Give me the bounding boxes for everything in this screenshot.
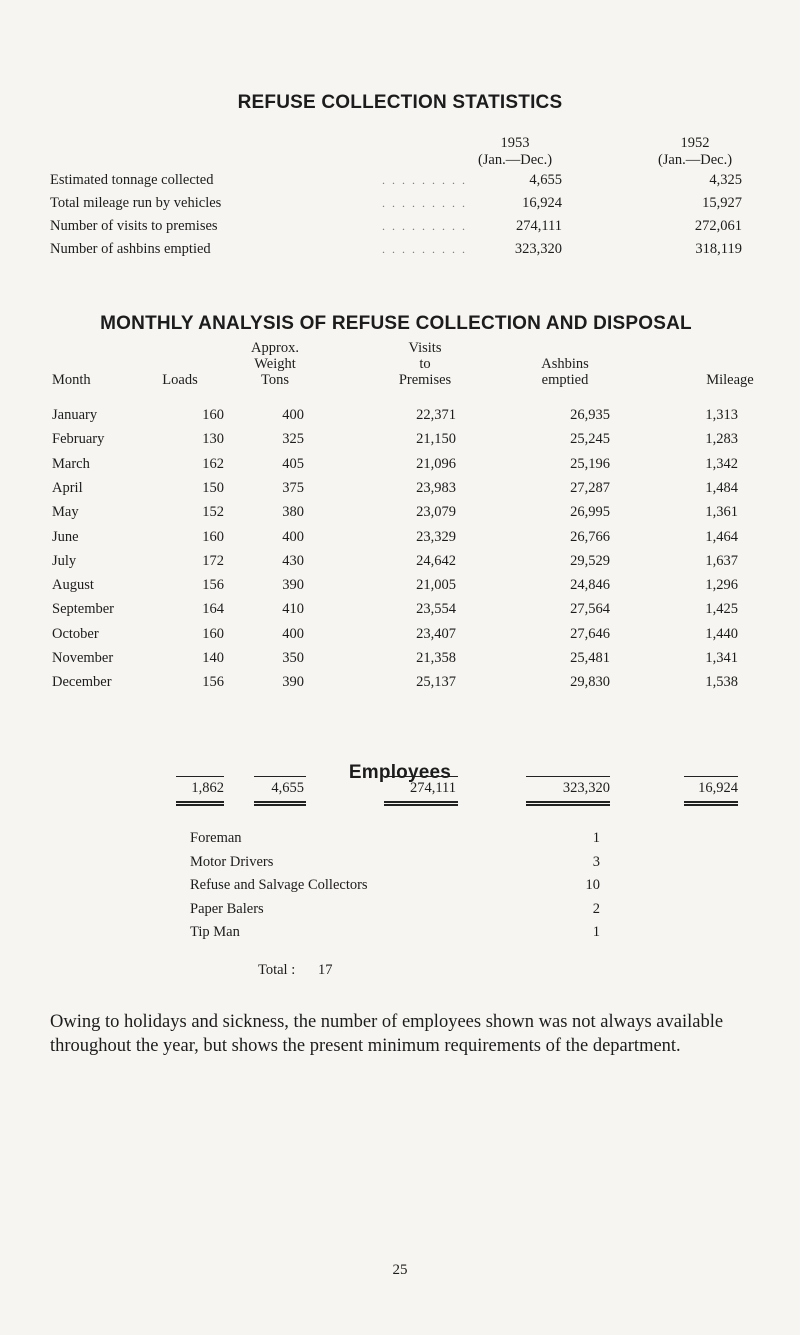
month-tons: 430 bbox=[282, 553, 304, 569]
summary-row-label: Number of ashbins emptied bbox=[50, 241, 211, 257]
total-ashbins: 323,320 bbox=[562, 780, 610, 796]
month-loads: 150 bbox=[202, 480, 224, 496]
month-label: May bbox=[52, 504, 79, 520]
total-rule-double-1 bbox=[526, 801, 610, 803]
month-loads: 162 bbox=[202, 456, 224, 472]
leader-dots: . . . . . . . . . bbox=[382, 196, 467, 210]
month-ashbins: 25,481 bbox=[570, 650, 610, 666]
month-loads: 140 bbox=[202, 650, 224, 666]
month-tons: 375 bbox=[282, 480, 304, 496]
month-mileage: 1,538 bbox=[705, 674, 738, 690]
month-ashbins: 26,766 bbox=[570, 529, 610, 545]
total-tons: 4,655 bbox=[271, 780, 304, 796]
employee-role: Tip Man bbox=[190, 924, 240, 940]
month-tons: 350 bbox=[282, 650, 304, 666]
month-loads: 156 bbox=[202, 674, 224, 690]
total-rule-double-2 bbox=[254, 804, 306, 806]
summary-row-label: Estimated tonnage collected bbox=[50, 172, 214, 188]
month-label: January bbox=[52, 407, 98, 423]
total-loads: 1,862 bbox=[191, 780, 224, 796]
total-rule-double-1 bbox=[384, 801, 458, 803]
employees-total-value: 17 bbox=[318, 962, 333, 978]
header-weight-1: Approx. bbox=[251, 340, 299, 356]
header-mileage: Mileage bbox=[706, 372, 754, 388]
summary-row-label: Number of visits to premises bbox=[50, 218, 218, 234]
month-visits: 23,079 bbox=[416, 504, 456, 520]
employee-role: Paper Balers bbox=[190, 901, 264, 917]
month-label: April bbox=[52, 480, 83, 496]
employee-role: Refuse and Salvage Collectors bbox=[190, 877, 368, 893]
employees-title: Employees bbox=[348, 762, 452, 783]
month-loads: 160 bbox=[202, 529, 224, 545]
summary-period-1952: (Jan.—Dec.) bbox=[657, 152, 733, 168]
total-rule-double-2 bbox=[684, 804, 738, 806]
header-weight-2: Weight bbox=[254, 356, 296, 372]
month-label: March bbox=[52, 456, 90, 472]
header-ashbins-2: emptied bbox=[541, 372, 589, 388]
month-label: October bbox=[52, 626, 99, 642]
month-mileage: 1,296 bbox=[705, 577, 738, 593]
summary-row-value-1953: 274,111 bbox=[515, 218, 562, 234]
month-visits: 25,137 bbox=[416, 674, 456, 690]
employee-role: Motor Drivers bbox=[190, 854, 274, 870]
month-ashbins: 25,245 bbox=[570, 431, 610, 447]
month-label: November bbox=[52, 650, 114, 666]
employee-count: 1 bbox=[592, 924, 600, 940]
month-ashbins: 27,287 bbox=[570, 480, 610, 496]
month-tons: 410 bbox=[282, 601, 304, 617]
total-rule-double-2 bbox=[176, 804, 224, 806]
summary-row-value-1952: 4,325 bbox=[709, 172, 742, 188]
month-mileage: 1,425 bbox=[705, 601, 738, 617]
month-mileage: 1,342 bbox=[705, 456, 738, 472]
employee-role: Foreman bbox=[190, 830, 242, 846]
month-mileage: 1,440 bbox=[705, 626, 738, 642]
leader-dots: . . . . . . . . . bbox=[382, 242, 467, 256]
month-ashbins: 25,196 bbox=[570, 456, 610, 472]
month-mileage: 1,484 bbox=[705, 480, 738, 496]
total-visits: 274,111 bbox=[409, 780, 456, 796]
total-rule-double-1 bbox=[684, 801, 738, 803]
month-label: June bbox=[52, 529, 79, 545]
month-visits: 24,642 bbox=[416, 553, 456, 569]
employees-note: Owing to holidays and sickness, the number of employees shown was not always available throughout the year, but shows the present minimum requirements of the department. bbox=[50, 1012, 724, 1056]
month-tons: 390 bbox=[282, 577, 304, 593]
total-rule-double-1 bbox=[254, 801, 306, 803]
leader-dots: . . . . . . . . . bbox=[382, 173, 467, 187]
summary-row-value-1952: 15,927 bbox=[702, 195, 742, 211]
month-ashbins: 29,830 bbox=[570, 674, 610, 690]
month-ashbins: 27,646 bbox=[570, 626, 610, 642]
month-ashbins: 26,995 bbox=[570, 504, 610, 520]
header-ashbins-1: Ashbins bbox=[541, 356, 589, 372]
header-visits-1: Visits bbox=[408, 340, 442, 356]
summary-year-1952: 1952 bbox=[680, 135, 710, 151]
employee-count: 10 bbox=[585, 877, 600, 893]
summary-row-value-1953: 323,320 bbox=[514, 241, 562, 257]
page-number: 25 bbox=[392, 1262, 408, 1278]
total-rule-double-2 bbox=[526, 804, 610, 806]
month-mileage: 1,637 bbox=[705, 553, 738, 569]
total-rule-double-1 bbox=[176, 801, 224, 803]
month-loads: 156 bbox=[202, 577, 224, 593]
summary-period-1953: (Jan.—Dec.) bbox=[477, 152, 553, 168]
header-weight-3: Tons bbox=[261, 372, 289, 388]
header-visits-2: to bbox=[419, 356, 431, 372]
leader-dots: . . . . . . . . . bbox=[382, 219, 467, 233]
month-tons: 325 bbox=[282, 431, 304, 447]
month-ashbins: 26,935 bbox=[570, 407, 610, 423]
month-visits: 21,005 bbox=[416, 577, 456, 593]
month-label: December bbox=[52, 674, 112, 690]
summary-row-value-1953: 4,655 bbox=[529, 172, 562, 188]
month-visits: 22,371 bbox=[416, 407, 456, 423]
month-loads: 164 bbox=[202, 601, 224, 617]
month-tons: 405 bbox=[282, 456, 304, 472]
month-ashbins: 27,564 bbox=[570, 601, 610, 617]
month-mileage: 1,361 bbox=[705, 504, 738, 520]
month-label: February bbox=[52, 431, 105, 447]
month-label: July bbox=[52, 553, 77, 569]
month-tons: 400 bbox=[282, 626, 304, 642]
summary-year-1953: 1953 bbox=[500, 135, 530, 151]
month-visits: 23,554 bbox=[416, 601, 456, 617]
summary-row-value-1952: 318,119 bbox=[695, 241, 742, 257]
month-mileage: 1,313 bbox=[705, 407, 738, 423]
header-loads: Loads bbox=[162, 372, 198, 388]
month-loads: 172 bbox=[202, 553, 224, 569]
summary-row-value-1952: 272,061 bbox=[694, 218, 742, 234]
total-rule-double-2 bbox=[384, 804, 458, 806]
month-visits: 21,096 bbox=[416, 456, 456, 472]
month-visits: 23,983 bbox=[416, 480, 456, 496]
employee-count: 3 bbox=[592, 854, 600, 870]
month-label: August bbox=[52, 577, 94, 593]
month-mileage: 1,341 bbox=[705, 650, 738, 666]
month-ashbins: 24,846 bbox=[570, 577, 610, 593]
month-visits: 21,150 bbox=[416, 431, 456, 447]
header-visits-3: Premises bbox=[398, 372, 452, 388]
employee-count: 2 bbox=[592, 901, 600, 917]
employees-total-label: Total : bbox=[258, 962, 296, 978]
total-mileage: 16,924 bbox=[698, 780, 738, 796]
page-title: REFUSE COLLECTION STATISTICS bbox=[237, 92, 563, 113]
month-visits: 23,407 bbox=[416, 626, 456, 642]
month-visits: 23,329 bbox=[416, 529, 456, 545]
month-tons: 390 bbox=[282, 674, 304, 690]
month-loads: 130 bbox=[202, 431, 224, 447]
month-tons: 400 bbox=[282, 529, 304, 545]
month-mileage: 1,464 bbox=[705, 529, 738, 545]
month-ashbins: 29,529 bbox=[570, 553, 610, 569]
monthly-analysis-title: MONTHLY ANALYSIS OF REFUSE COLLECTION AND DISPOSAL bbox=[100, 313, 692, 334]
header-month: Month bbox=[52, 372, 91, 388]
month-tons: 400 bbox=[282, 407, 304, 423]
summary-row-label: Total mileage run by vehicles bbox=[50, 195, 222, 211]
summary-row-value-1953: 16,924 bbox=[522, 195, 562, 211]
month-label: September bbox=[52, 601, 115, 617]
month-loads: 160 bbox=[202, 626, 224, 642]
month-visits: 21,358 bbox=[416, 650, 456, 666]
employee-count: 1 bbox=[592, 830, 600, 846]
month-mileage: 1,283 bbox=[705, 431, 738, 447]
month-tons: 380 bbox=[282, 504, 304, 520]
month-loads: 160 bbox=[202, 407, 224, 423]
month-loads: 152 bbox=[202, 504, 224, 520]
